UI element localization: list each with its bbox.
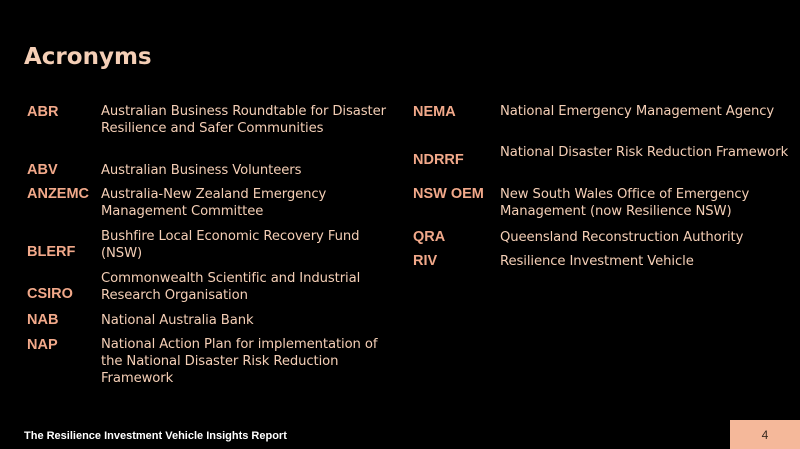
page-title: Acronyms xyxy=(24,44,152,70)
acronym-definition: National Disaster Risk Reduction Framework xyxy=(500,145,789,160)
acronym-definition: Commonwealth Scientific and Industrial Research Organisation xyxy=(101,271,361,303)
acronym-abbr: NAB xyxy=(27,312,59,328)
acronym-abbr: RIV xyxy=(413,253,438,269)
acronym-abbr: ANZEMC xyxy=(27,186,90,202)
acronym-definition: National Australia Bank xyxy=(101,313,254,328)
page-number-box xyxy=(730,420,800,449)
acronym-abbr: NSW OEM xyxy=(413,186,484,202)
acronym-definition: Australia-New Zealand Emergency Management Committee xyxy=(101,187,327,219)
acronym-definition: New South Wales Office of Emergency Management (now Resilience NSW) xyxy=(500,187,750,219)
report-title-footer: The Resilience Investment Vehicle Insights Report xyxy=(24,430,287,442)
acronym-definition: National Emergency Management Agency xyxy=(500,104,775,119)
acronym-abbr: ABR xyxy=(27,104,59,120)
acronym-definition: Resilience Investment Vehicle xyxy=(500,254,694,269)
acronym-abbr: CSIRO xyxy=(27,286,73,302)
acronym-abbr: ABV xyxy=(27,162,58,178)
acronym-abbr: NDRRF xyxy=(413,152,464,168)
acronym-abbr: NAP xyxy=(27,337,58,353)
acronym-abbr: NEMA xyxy=(413,104,456,120)
acronym-definition: National Action Plan for implementation of the National Disaster Risk Reduction Framework xyxy=(101,337,378,386)
acronym-definition: Queensland Reconstruction Authority xyxy=(500,230,744,245)
acronym-definition: Australian Business Roundtable for Disaster Resilience and Safer Communities xyxy=(101,104,386,136)
acronym-abbr: BLERF xyxy=(27,244,76,260)
acronym-definition: Australian Business Volunteers xyxy=(101,163,302,178)
page-number: 4 xyxy=(761,428,769,442)
acronym-abbr: QRA xyxy=(413,229,446,245)
acronym-definition: Bushfire Local Economic Recovery Fund (NSW) xyxy=(101,229,360,261)
